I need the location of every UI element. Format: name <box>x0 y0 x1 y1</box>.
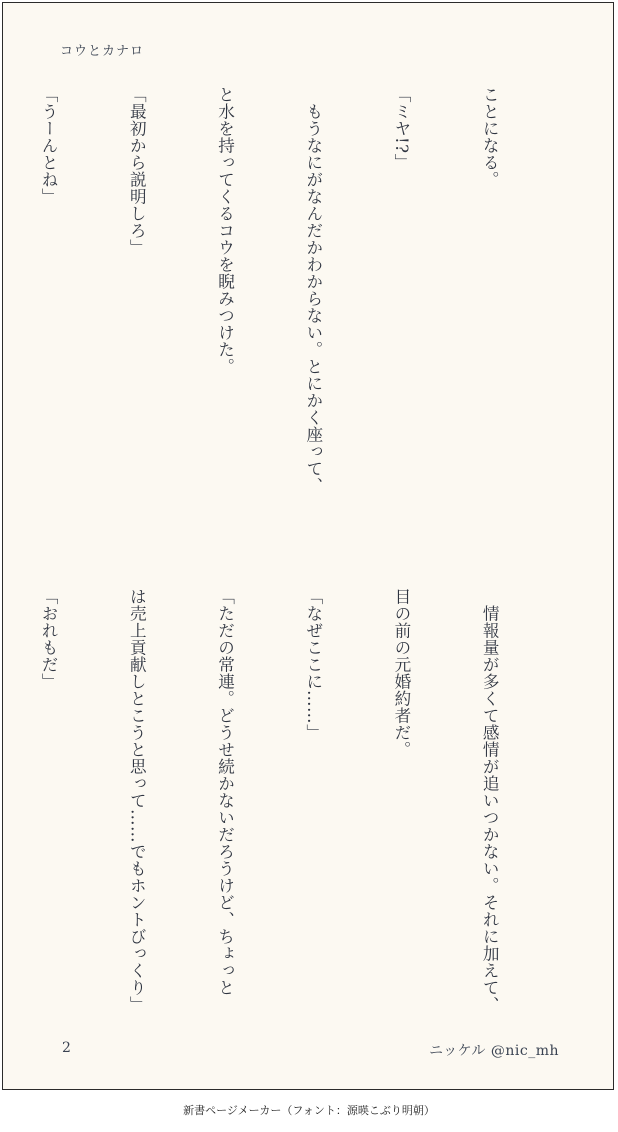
text-line: もうなにがなんだかわからない。とにかく座って、 <box>303 86 323 494</box>
generator-credit: 新書ページメーカー（フォント：源暎こぶり明朝） <box>183 1104 435 1117</box>
text-block-bottom <box>0 588 563 1013</box>
text-line: 「おれもだ」 <box>39 588 59 690</box>
novel-page <box>2 2 614 1090</box>
text-line: 「うーんとね」 <box>39 86 59 205</box>
page-number: 2 <box>62 1040 71 1056</box>
text-line: 「なぜここに……」 <box>303 588 323 741</box>
page-title: コウとカナロ <box>60 44 145 59</box>
text-line: 「最初から説明しろ」 <box>127 86 147 256</box>
text-line: は売上貢献しとこうと思って……でもホントびっくり」 <box>127 588 147 1013</box>
text-line: 情報量が多くて感情が追いつかない。それに加えて、 <box>480 588 500 1013</box>
author-credit: ニッケル @nic_mh <box>429 1043 559 1059</box>
text-block-top <box>0 86 563 526</box>
text-line: 「ミヤ!?」 <box>391 86 411 171</box>
text-line: と水を持ってくるコウを睨みつけた。 <box>215 86 235 375</box>
text-line: 「ただの常連。どうせ続かないだろうけど、ちょっと <box>215 588 235 996</box>
text-line: ことになる。 <box>480 86 500 188</box>
text-line: 目の前の元婚約者だ。 <box>391 588 411 758</box>
